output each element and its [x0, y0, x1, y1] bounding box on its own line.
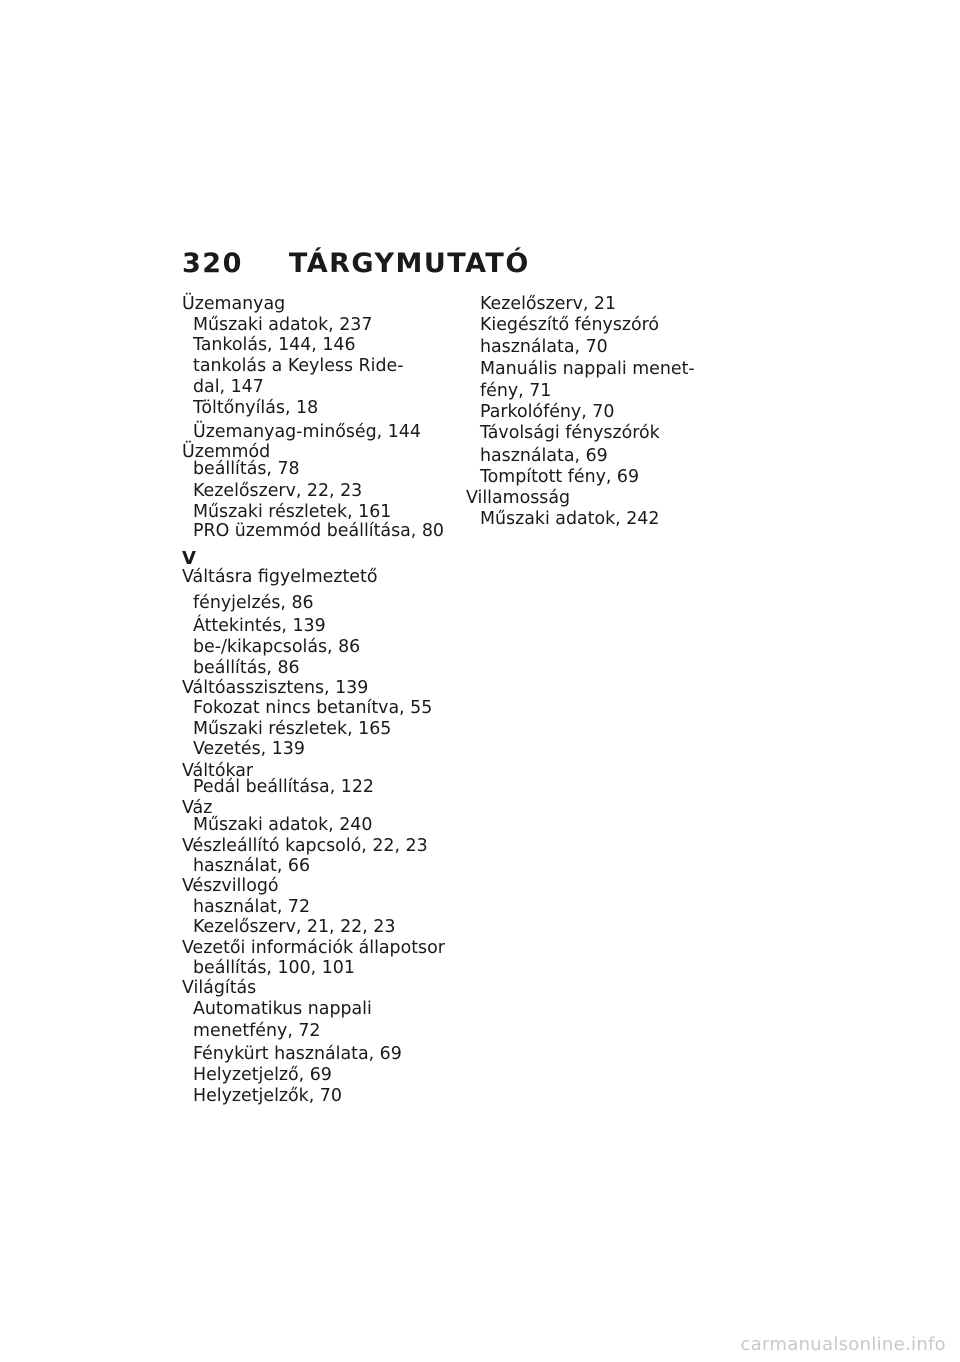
index-subentry: menetfény, 72 [193, 1021, 321, 1041]
index-subentry: dal, 147 [193, 377, 264, 397]
index-subentry: Műszaki részletek, 165 [193, 719, 392, 739]
index-subentry: használat, 66 [193, 856, 311, 876]
index-subentry: Kezelőszerv, 21, 22, 23 [193, 917, 396, 937]
index-subentry: fényjelzés, 86 [193, 593, 314, 613]
page-number: 320 [182, 247, 243, 279]
index-entry: Váz [182, 798, 213, 818]
index-entry: Vezetői információk állapotsor [182, 938, 445, 958]
watermark: carmanualsonline.info [740, 1334, 946, 1355]
index-subentry: Töltőnyílás, 18 [193, 398, 319, 418]
page-header [182, 246, 530, 280]
index-subentry: beállítás, 86 [193, 658, 300, 678]
index-subentry: Fokozat nincs betanítva, 55 [193, 698, 433, 718]
index-subentry: Távolsági fényszórók [480, 423, 660, 443]
index-subentry: beállítás, 100, 101 [193, 958, 355, 978]
index-subentry: Fénykürt használata, 69 [193, 1044, 402, 1064]
index-subentry: használat, 72 [193, 897, 311, 917]
index-entry: Vészvillogó [182, 876, 279, 896]
index-subentry: Műszaki adatok, 240 [193, 815, 373, 835]
index-subentry: használata, 70 [480, 337, 608, 357]
index-subentry: Kiegészítő fényszóró [480, 315, 660, 335]
index-subentry: Helyzetjelzők, 70 [193, 1086, 342, 1106]
index-subentry: Üzemanyag-minőség, 144 [193, 422, 421, 442]
index-entry: Üzemanyag [182, 294, 286, 314]
index-subentry: Helyzetjelző, 69 [193, 1065, 332, 1085]
index-subentry: Parkolófény, 70 [480, 402, 615, 422]
page-title: TÁRGYMUTATÓ [288, 247, 530, 279]
index-subentry: Áttekintés, 139 [193, 616, 326, 636]
index-subentry: Vezetés, 139 [193, 739, 305, 759]
index-entry: Villamosság [466, 488, 571, 508]
index-entry: Vészleállító kapcsoló, 22, 23 [182, 836, 428, 856]
index-subentry: be-/kikapcsolás, 86 [193, 637, 361, 657]
index-entry: Váltásra figyelmeztető [182, 567, 378, 587]
index-entry: Üzemmód [182, 442, 271, 462]
index-subentry: Tompított fény, 69 [480, 467, 640, 487]
index-subentry: Műszaki részletek, 161 [193, 502, 392, 522]
index-subentry: Tankolás, 144, 146 [193, 335, 356, 355]
index-subentry: Kezelőszerv, 21 [480, 294, 617, 314]
index-subentry: Műszaki adatok, 237 [193, 315, 373, 335]
index-subentry: fény, 71 [480, 381, 552, 401]
index-entry: Világítás [182, 978, 257, 998]
index-subentry: Műszaki adatok, 242 [480, 509, 660, 529]
index-subentry: Pedál beállítása, 122 [193, 777, 374, 797]
section-letter: V [182, 548, 196, 569]
index-subentry: PRO üzemmód beállítása, 80 [193, 521, 444, 541]
index-subentry: Automatikus nappali [193, 999, 372, 1019]
index-subentry: Manuális nappali menet- [480, 359, 695, 379]
index-subentry: használata, 69 [480, 446, 608, 466]
index-subentry: tankolás a Keyless Ride- [193, 356, 404, 376]
index-subentry: beállítás, 78 [193, 459, 300, 479]
index-entry: Váltókar [182, 761, 254, 781]
index-subentry: Kezelőszerv, 22, 23 [193, 481, 363, 501]
index-entry: Váltóasszisztens, 139 [182, 678, 369, 698]
